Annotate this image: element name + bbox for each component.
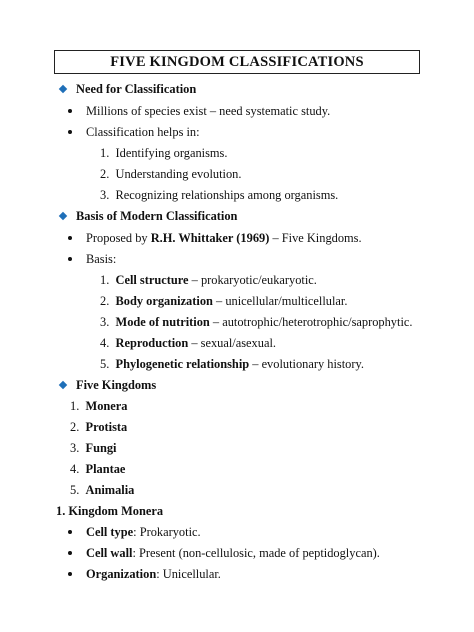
list-desc: : Present (non-cellulosic, made of peptidoglycan). bbox=[132, 546, 380, 560]
list-text: Understanding evolution. bbox=[115, 167, 242, 181]
list-item bbox=[100, 166, 241, 182]
bullet-dot-icon bbox=[68, 530, 72, 534]
diamond-bullet-icon bbox=[59, 212, 67, 220]
list-desc: – evolutionary history. bbox=[249, 357, 364, 371]
bullet-dot-icon bbox=[68, 236, 72, 240]
kingdom-name: Animalia bbox=[85, 483, 135, 497]
list-item bbox=[70, 419, 127, 435]
list-desc: – autotrophic/heterotrophic/saprophytic. bbox=[209, 315, 413, 329]
list-desc: – unicellular/multicellular. bbox=[212, 294, 348, 308]
author-name: R.H. Whittaker (1969) bbox=[150, 231, 270, 245]
bullet-dot-icon bbox=[68, 109, 72, 113]
list-item bbox=[86, 566, 221, 582]
list-term: Organization bbox=[86, 567, 157, 581]
list-item: Basis: bbox=[86, 252, 117, 266]
section-heading-need: Need for Classification bbox=[76, 82, 197, 96]
bullet-dot-icon bbox=[68, 257, 72, 261]
page-title: FIVE KINGDOM CLASSIFICATIONS bbox=[54, 50, 420, 74]
list-desc: – sexual/asexual. bbox=[188, 336, 276, 350]
list-term: Cell wall bbox=[86, 546, 133, 560]
bullet-dot-icon bbox=[68, 130, 72, 134]
list-desc: : Prokaryotic. bbox=[133, 525, 201, 539]
list-number: 4. bbox=[70, 462, 80, 476]
diamond-bullet-icon bbox=[59, 381, 67, 389]
list-desc: – prokaryotic/eukaryotic. bbox=[188, 273, 317, 287]
list-item bbox=[86, 524, 201, 540]
bullet-dot-icon bbox=[68, 572, 72, 576]
list-number: 2. bbox=[100, 167, 110, 181]
list-text: Recognizing relationships among organisms. bbox=[115, 188, 339, 202]
list-item: Millions of species exist – need systematic study. bbox=[86, 104, 331, 118]
list-desc: : Unicellular. bbox=[156, 567, 221, 581]
list-number: 5. bbox=[100, 357, 110, 371]
kingdom-name: Plantae bbox=[85, 462, 126, 476]
list-item bbox=[70, 461, 125, 477]
list-item bbox=[100, 293, 347, 309]
text-prefix: Proposed by bbox=[86, 231, 151, 245]
list-number: 3. bbox=[100, 188, 110, 202]
list-number: 2. bbox=[100, 294, 110, 308]
list-item: Classification helps in: bbox=[86, 125, 200, 139]
list-number: 3. bbox=[70, 441, 80, 455]
list-item bbox=[100, 356, 364, 372]
list-item bbox=[86, 545, 380, 561]
list-number: 2. bbox=[70, 420, 80, 434]
kingdom-name: Monera bbox=[85, 399, 128, 413]
list-number: 1. bbox=[100, 273, 110, 287]
list-term: Body organization bbox=[115, 294, 213, 308]
list-term: Cell structure bbox=[115, 273, 189, 287]
list-term: Reproduction bbox=[115, 336, 189, 350]
text-suffix: – Five Kingdoms. bbox=[269, 231, 362, 245]
list-item bbox=[70, 440, 117, 456]
list-number: 3. bbox=[100, 315, 110, 329]
diamond-bullet-icon bbox=[59, 85, 67, 93]
list-item bbox=[100, 272, 317, 288]
list-term: Cell type bbox=[86, 525, 134, 539]
list-number: 4. bbox=[100, 336, 110, 350]
section-heading-kingdoms: Five Kingdoms bbox=[76, 378, 157, 392]
list-term: Mode of nutrition bbox=[115, 315, 210, 329]
list-item bbox=[100, 187, 338, 203]
list-number: 1. bbox=[100, 146, 110, 160]
list-item bbox=[86, 230, 362, 246]
list-item bbox=[100, 335, 276, 351]
bullet-dot-icon bbox=[68, 551, 72, 555]
kingdom-name: Protista bbox=[85, 420, 128, 434]
list-item bbox=[70, 398, 127, 414]
list-number: 5. bbox=[70, 483, 80, 497]
list-term: Phylogenetic relationship bbox=[115, 357, 250, 371]
list-item bbox=[100, 145, 227, 161]
kingdom-name: Fungi bbox=[85, 441, 117, 455]
section-heading-monera: 1. Kingdom Monera bbox=[56, 504, 164, 518]
list-number: 1. bbox=[70, 399, 80, 413]
section-heading-basis: Basis of Modern Classification bbox=[76, 209, 238, 223]
list-item bbox=[100, 314, 412, 330]
list-text: Identifying organisms. bbox=[115, 146, 228, 160]
list-item bbox=[70, 482, 134, 498]
